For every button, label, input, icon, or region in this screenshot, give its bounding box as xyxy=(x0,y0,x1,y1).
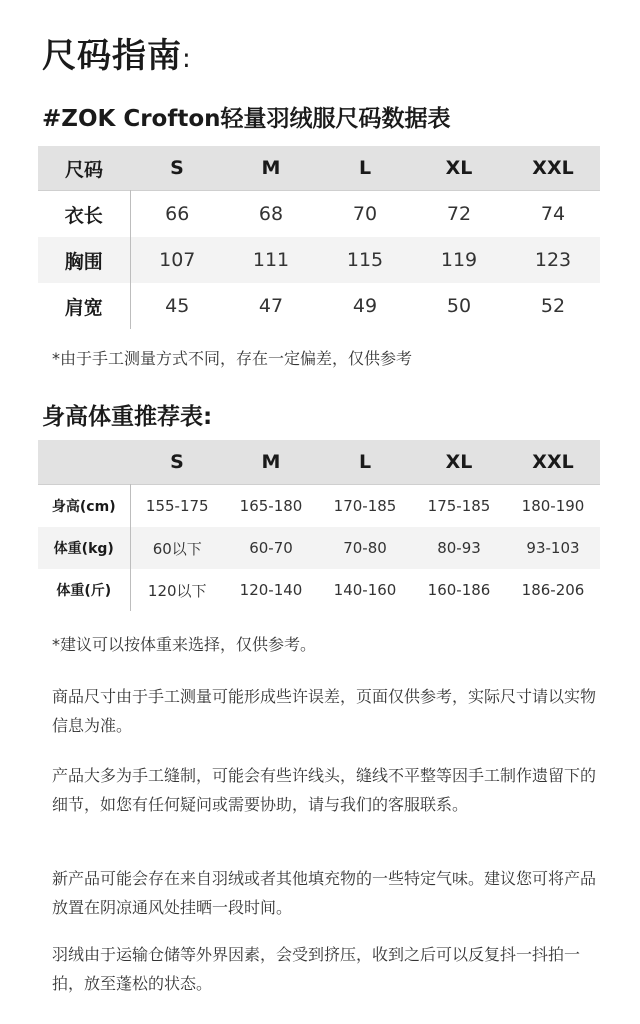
table-cell: 60以下 xyxy=(152,539,202,558)
paragraph-compression: 羽绒由于运输仓储等外界因素，会受到挤压，收到之后可以反复抖一抖拍一拍，放至蓬松的状态。 xyxy=(52,945,581,993)
table-cell: 120以下 xyxy=(147,581,207,600)
table-cell: 186-206 xyxy=(521,581,585,599)
table-cell: 70-80 xyxy=(343,539,387,557)
table-cell: 60-70 xyxy=(249,539,293,557)
table-cell: 111 xyxy=(252,249,290,271)
recommend-table-header: XXL xyxy=(532,451,574,473)
table-cell: 72 xyxy=(412,191,506,238)
table-cell: 52 xyxy=(540,295,566,317)
size-table-header-row xyxy=(38,146,600,191)
table-cell: 49 xyxy=(352,295,378,317)
paragraph-handmade: 产品大多为手工缝制，可能会有些许线头，缝线不平整等因手工制作遗留下的细节，如您有任何疑问或需要协助，请与我们的客服联系。 xyxy=(52,766,597,814)
table-cell: 50 xyxy=(446,295,472,317)
recommend-table xyxy=(38,440,600,611)
recommend-table-header: S xyxy=(170,451,184,473)
recommend-table-header: XL xyxy=(445,451,473,473)
table-row xyxy=(38,569,600,611)
table-cell: 165-180 xyxy=(224,485,318,528)
table-cell: 119 xyxy=(440,249,478,271)
table-cell: 45 xyxy=(165,295,190,317)
table-row xyxy=(38,527,600,569)
row-label: 肩宽 xyxy=(38,283,130,329)
recommend-table-header-row xyxy=(38,440,600,485)
table-row xyxy=(38,283,600,329)
table-cell: 123 xyxy=(534,249,572,271)
table-cell: 70 xyxy=(318,191,412,238)
recommend-table-note: *建议可以按体重来选择，仅供参考。 xyxy=(52,635,317,654)
page-title xyxy=(42,28,192,77)
table-cell: 115 xyxy=(346,249,384,271)
size-table-header: L xyxy=(358,157,372,179)
table-row xyxy=(38,237,600,283)
table-row xyxy=(38,485,600,528)
paragraph-odor: 新产品可能会存在来自羽绒或者其他填充物的一些特定气味。建议您可将产品放置在阴凉通风处挂晒一段时间。 xyxy=(52,869,597,917)
table-cell: 74 xyxy=(506,191,600,238)
size-table-title: #ZOK Crofton轻量羽绒服尺码数据表 xyxy=(42,106,451,132)
size-table-note: *由于手工测量方式不同，存在一定偏差，仅供参考 xyxy=(52,349,413,368)
page-title-text: 尺码指南 xyxy=(42,36,182,76)
row-label: 衣长 xyxy=(38,191,130,238)
table-cell: 175-185 xyxy=(412,485,506,528)
size-table-header: XL xyxy=(445,157,473,179)
table-row xyxy=(38,191,600,238)
recommend-table-header xyxy=(38,440,130,485)
paragraph-measurement: 商品尺寸由于手工测量可能形成些许误差，页面仅供参考，实际尺寸请以实物信息为准。 xyxy=(52,687,597,735)
recommend-table-title: 身高体重推荐表: xyxy=(42,404,213,430)
recommend-table-header: L xyxy=(358,451,372,473)
recommend-table-header: M xyxy=(261,451,281,473)
table-cell: 155-175 xyxy=(130,485,224,528)
row-label: 身高(cm) xyxy=(38,485,130,528)
row-label: 体重(kg) xyxy=(38,527,130,569)
size-table-header: M xyxy=(261,157,281,179)
row-label: 体重(斤) xyxy=(38,569,130,611)
table-cell: 170-185 xyxy=(318,485,412,528)
size-table-header: 尺码 xyxy=(64,158,103,181)
table-cell: 66 xyxy=(130,191,224,238)
table-cell: 47 xyxy=(258,295,284,317)
page-title-colon: : xyxy=(182,44,192,74)
table-cell: 80-93 xyxy=(437,539,481,557)
size-table xyxy=(38,146,600,329)
table-cell: 68 xyxy=(224,191,318,238)
size-table-header: XXL xyxy=(532,157,574,179)
table-cell: 120-140 xyxy=(239,581,303,599)
size-table-header: S xyxy=(170,157,184,179)
table-cell: 93-103 xyxy=(526,539,580,557)
table-cell: 140-160 xyxy=(333,581,397,599)
table-cell: 160-186 xyxy=(427,581,491,599)
row-label: 胸围 xyxy=(38,237,130,283)
table-cell: 107 xyxy=(159,249,196,271)
table-cell: 180-190 xyxy=(506,485,600,528)
